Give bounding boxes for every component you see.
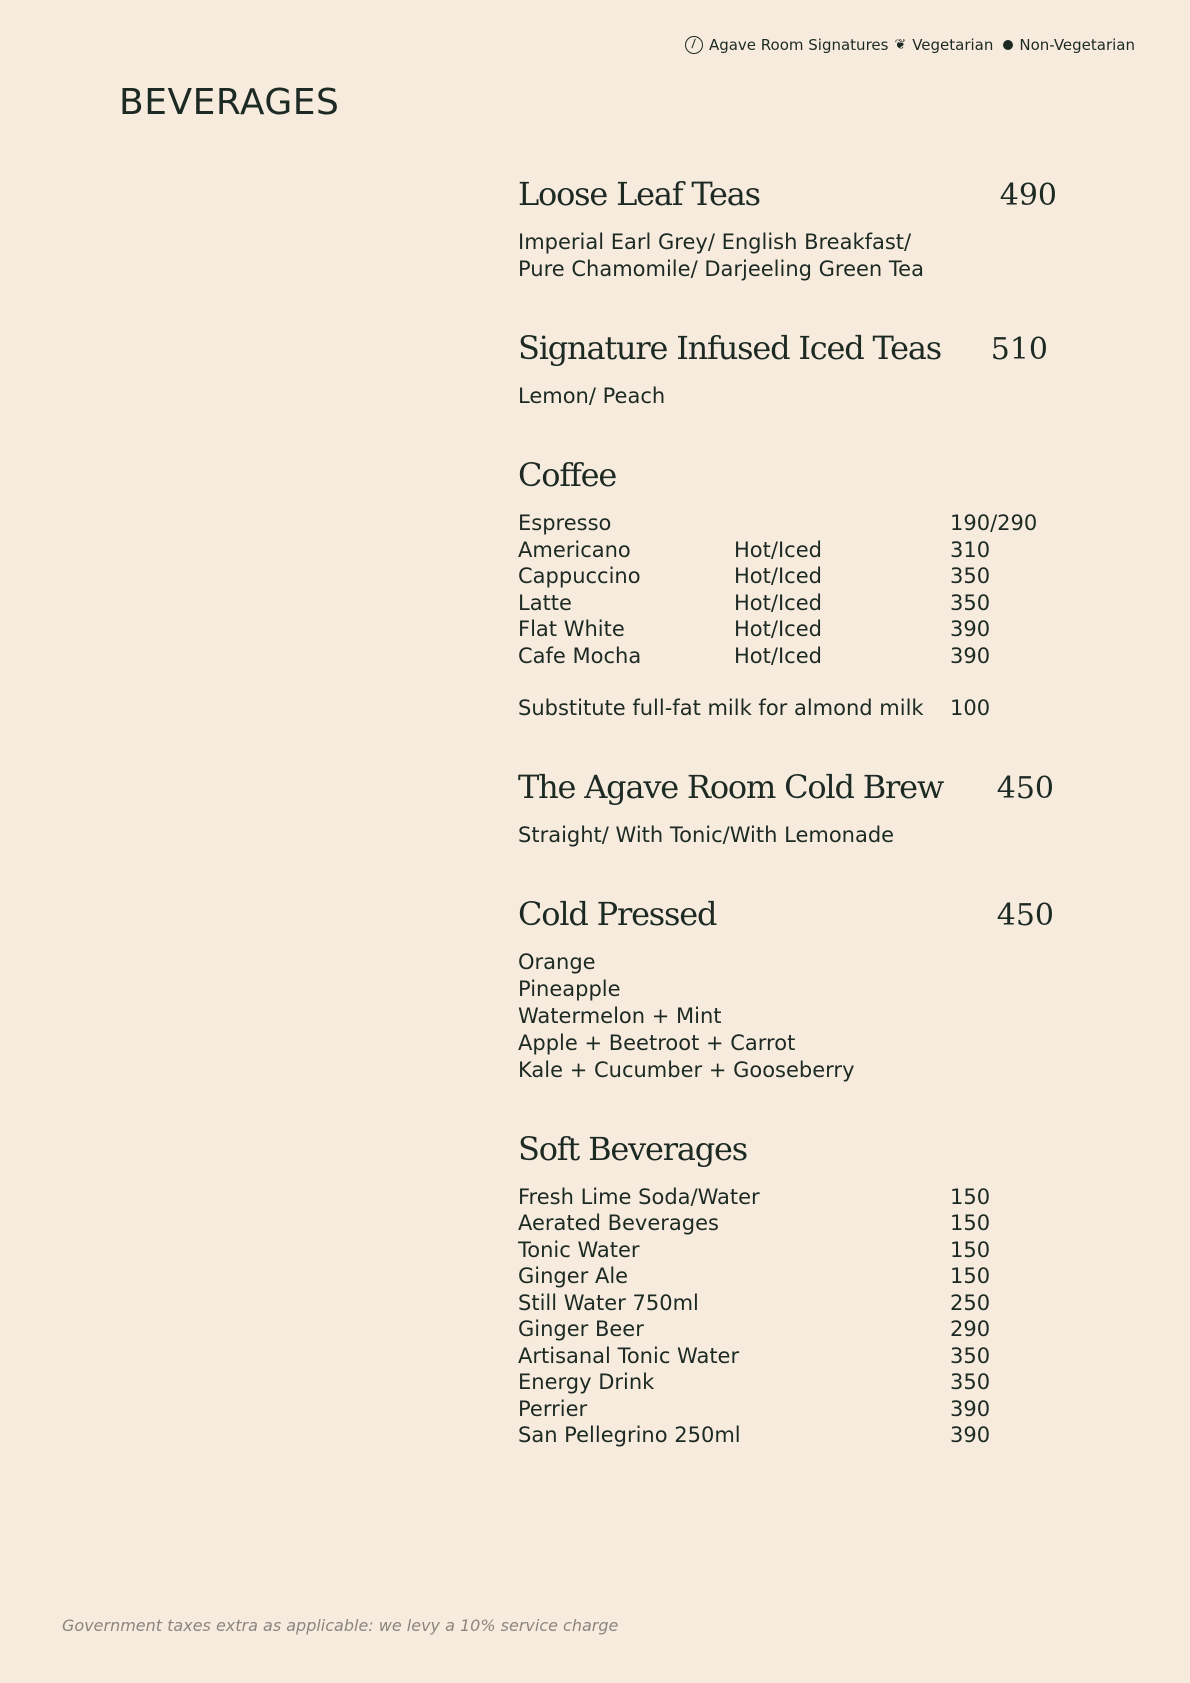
item-price: 250 — [950, 1290, 991, 1315]
list-item: Orange — [518, 949, 596, 974]
item-name: Fresh Lime Soda/Water — [518, 1184, 760, 1209]
list-item — [518, 563, 1058, 590]
item-variant: Hot/Iced — [734, 537, 822, 562]
section-description: Pure Chamomile/ Darjeeling Green Tea — [518, 257, 924, 281]
list-item — [518, 616, 1058, 643]
section-header — [518, 329, 1058, 373]
dot-icon — [1003, 40, 1013, 50]
item-name: Perrier — [518, 1396, 588, 1421]
list-item: Kale + Cucumber + Gooseberry — [518, 1057, 855, 1082]
section-description: Lemon/ Peach — [518, 384, 666, 408]
item-price: 390 — [950, 643, 991, 668]
section-header — [518, 768, 1058, 812]
item-price: 100 — [950, 696, 991, 720]
item-name: Cappuccino — [518, 564, 641, 588]
item-price: 350 — [950, 1370, 991, 1394]
section-iced-teas — [518, 329, 1058, 410]
section-price: 490 — [999, 178, 1057, 213]
item-name: Ginger Ale — [518, 1264, 629, 1288]
list-item — [518, 1290, 1058, 1317]
almond-milk-note — [518, 695, 1058, 722]
section-cold-brew — [518, 768, 1058, 849]
list-item: Watermelon + Mint — [518, 1003, 722, 1028]
list-item — [518, 1184, 1058, 1211]
legend-signatures-label: Agave Room Signatures — [708, 36, 889, 54]
item-name: Energy Drink — [518, 1370, 655, 1394]
item-name: Still Water 750ml — [518, 1290, 699, 1315]
section-header — [518, 895, 1058, 939]
item-price: 350 — [950, 1343, 991, 1368]
list-item — [518, 510, 1058, 537]
section-title: Signature Infused Iced Teas — [518, 329, 941, 367]
page-title: BEVERAGES — [119, 82, 340, 123]
list-item — [518, 1422, 1058, 1449]
item-name: San Pellegrino 250ml — [518, 1423, 741, 1447]
list-item: Apple + Beetroot + Carrot — [518, 1030, 796, 1055]
item-price: 390 — [950, 1423, 991, 1447]
item-variant: Hot/Iced — [734, 617, 822, 641]
section-price: 450 — [996, 770, 1054, 806]
list-item — [518, 1396, 1058, 1423]
item-price: 150 — [950, 1184, 991, 1209]
item-price: 290 — [950, 1317, 991, 1341]
list-item — [518, 1343, 1058, 1370]
list-item — [518, 1210, 1058, 1237]
leaf-icon: ❦ — [894, 37, 907, 53]
section-header — [518, 175, 1058, 219]
list-item: Pineapple — [518, 976, 621, 1001]
item-variant: Hot/Iced — [734, 643, 822, 668]
item-name: Espresso — [518, 511, 612, 535]
section-title: Loose Leaf Teas — [518, 175, 760, 213]
section-header — [518, 1130, 1058, 1174]
list-item — [518, 590, 1058, 617]
item-price: 350 — [950, 564, 991, 588]
item-name: Substitute full-fat milk for almond milk — [518, 696, 924, 720]
item-name: Americano — [518, 537, 631, 562]
section-title: The Agave Room Cold Brew — [518, 767, 944, 806]
item-price: 390 — [950, 617, 991, 641]
legend — [685, 36, 1135, 54]
item-price: 150 — [950, 1264, 991, 1288]
agave-signature-icon — [685, 36, 703, 54]
section-title: Soft Beverages — [518, 1129, 747, 1168]
item-name: Ginger Beer — [518, 1317, 644, 1341]
section-title: Coffee — [518, 456, 617, 494]
section-soft-beverages — [518, 1130, 1058, 1449]
list-item — [518, 1237, 1058, 1264]
item-name: Tonic Water — [518, 1237, 640, 1262]
legend-vegetarian-label: Vegetarian — [912, 36, 994, 54]
item-price: 310 — [950, 537, 991, 562]
item-name: Artisanal Tonic Water — [518, 1343, 740, 1368]
item-name: Aerated Beverages — [518, 1211, 719, 1235]
section-price: 450 — [996, 897, 1054, 933]
item-name: Latte — [518, 590, 572, 615]
section-price: 510 — [990, 332, 1048, 367]
menu-content — [518, 175, 1058, 1495]
section-header — [518, 456, 1058, 500]
list-item — [518, 1316, 1058, 1343]
item-name: Flat White — [518, 617, 625, 641]
list-item — [518, 1263, 1058, 1290]
item-price: 350 — [950, 590, 991, 615]
item-variant: Hot/Iced — [734, 590, 822, 615]
list-item — [518, 537, 1058, 564]
item-name: Cafe Mocha — [518, 643, 642, 668]
section-description: Imperial Earl Grey/ English Breakfast/ — [518, 230, 912, 254]
item-price: 150 — [950, 1237, 991, 1262]
item-price: 390 — [950, 1396, 991, 1421]
item-price: 150 — [950, 1211, 991, 1235]
section-loose-leaf-teas — [518, 175, 1058, 283]
footer-note: Government taxes extra as applicable: we levy a 10% service charge — [62, 1616, 619, 1635]
list-item — [518, 643, 1058, 670]
section-description: Straight/ With Tonic/With Lemonade — [518, 822, 895, 847]
list-item — [518, 1369, 1058, 1396]
item-variant: Hot/Iced — [734, 564, 822, 588]
section-coffee — [518, 456, 1058, 722]
section-title: Cold Pressed — [518, 894, 717, 933]
legend-non-vegetarian-label: Non-Vegetarian — [1019, 36, 1135, 54]
item-price: 190/290 — [950, 511, 1038, 535]
section-cold-pressed — [518, 895, 1058, 1084]
coffee-list — [518, 510, 1058, 722]
item-variant — [734, 510, 950, 537]
